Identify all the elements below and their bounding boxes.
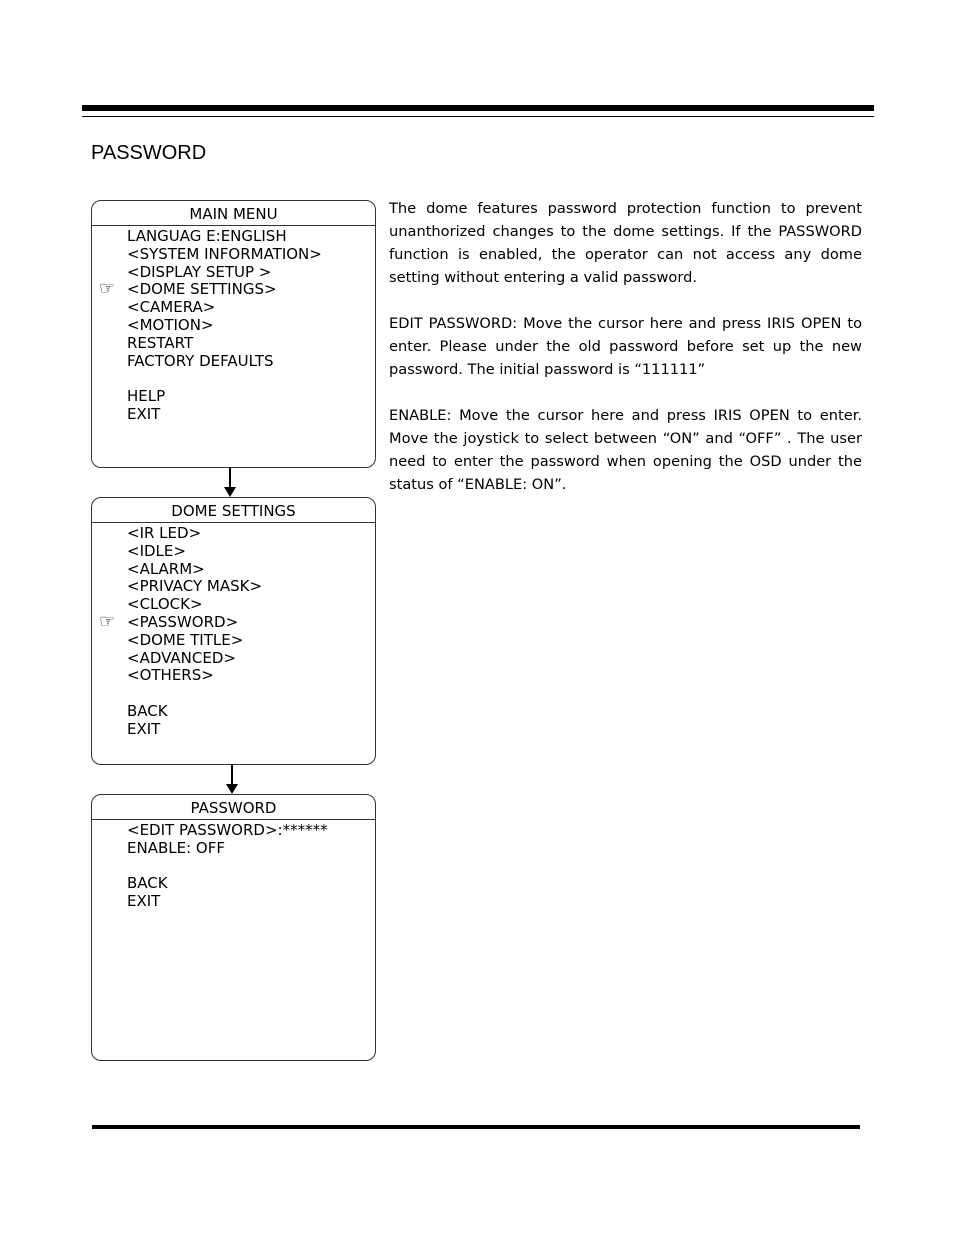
pointing-hand-icon: ☞: [99, 278, 116, 300]
menu-item-back[interactable]: BACK: [127, 701, 168, 720]
menu-item-display-setup[interactable]: <DISPLAY SETUP >: [127, 262, 272, 281]
menu-item-exit[interactable]: EXIT: [127, 719, 161, 738]
password-menu-panel: [91, 794, 376, 1061]
header-rule-thick: [82, 105, 874, 111]
description-paragraph: EDIT PASSWORD: Move the cursor here and press IRIS OPEN to enter. Please under the old password before set up the new password. The initial password is “111111”: [389, 315, 862, 378]
dome-settings-title: DOME SETTINGS: [92, 498, 375, 523]
description-paragraph: ENABLE: Move the cursor here and press IRIS OPEN to enter. Move the joystick to select between “ON” and “OFF” . The user need to enter the password when opening the OSD under the status of “ENABLE: ON”.: [389, 407, 862, 493]
menu-item-alarm[interactable]: <ALARM>: [127, 559, 205, 578]
password-menu-list: [92, 820, 375, 911]
menu-item-ir-led[interactable]: <IR LED>: [127, 524, 202, 542]
menu-item-exit[interactable]: EXIT: [127, 892, 161, 911]
menu-item-edit-password[interactable]: <EDIT PASSWORD>:******: [127, 821, 328, 839]
menu-item-idle[interactable]: <IDLE>: [127, 541, 186, 560]
menu-item-restart[interactable]: RESTART: [127, 333, 194, 352]
description-paragraph: The dome features password protection function to prevent unanthorized changes to the dome settings. If the PASSWORD function is enabled, the operator can not access any dome setting without entering a valid password.: [389, 200, 862, 286]
pointing-hand-icon: ☞: [99, 610, 116, 632]
menu-item-advanced[interactable]: <ADVANCED>: [127, 648, 236, 667]
main-menu-panel: [91, 200, 376, 468]
menu-item-dome-settings[interactable]: ☞ <DOME SETTINGS>: [99, 278, 277, 300]
main-menu-list: [92, 226, 375, 424]
menu-item-exit[interactable]: EXIT: [127, 404, 161, 423]
main-menu-title: MAIN MENU: [92, 201, 375, 226]
header-rule-thin: [82, 116, 874, 117]
flow-arrow-down-icon: [229, 467, 231, 495]
menu-item-back[interactable]: BACK: [127, 874, 168, 893]
description-text: [389, 197, 862, 519]
menu-item-enable[interactable]: ENABLE: OFF: [127, 838, 225, 857]
menu-item-password[interactable]: ☞ <PASSWORD>: [99, 610, 239, 632]
menu-item-motion[interactable]: <MOTION>: [127, 315, 214, 334]
menu-item-camera[interactable]: <CAMERA>: [127, 298, 216, 317]
menu-item-clock[interactable]: <CLOCK>: [127, 595, 203, 614]
menu-item-factory-defaults[interactable]: FACTORY DEFAULTS: [127, 351, 274, 370]
dome-settings-panel: [91, 497, 376, 765]
menu-item-others[interactable]: <OTHERS>: [127, 666, 214, 685]
menu-item-system-information[interactable]: <SYSTEM INFORMATION>: [127, 244, 322, 263]
footer-rule: [92, 1125, 860, 1129]
dome-settings-list: [92, 523, 375, 739]
menu-item-dome-title[interactable]: <DOME TITLE>: [127, 630, 244, 649]
menu-item-privacy-mask[interactable]: <PRIVACY MASK>: [127, 577, 263, 596]
section-title: PASSWORD: [91, 142, 207, 164]
menu-item-language[interactable]: LANGUAG E:ENGLISH: [127, 227, 287, 245]
password-menu-title: PASSWORD: [92, 795, 375, 820]
flow-arrow-down-icon: [231, 764, 233, 792]
menu-item-help[interactable]: HELP: [127, 387, 166, 406]
